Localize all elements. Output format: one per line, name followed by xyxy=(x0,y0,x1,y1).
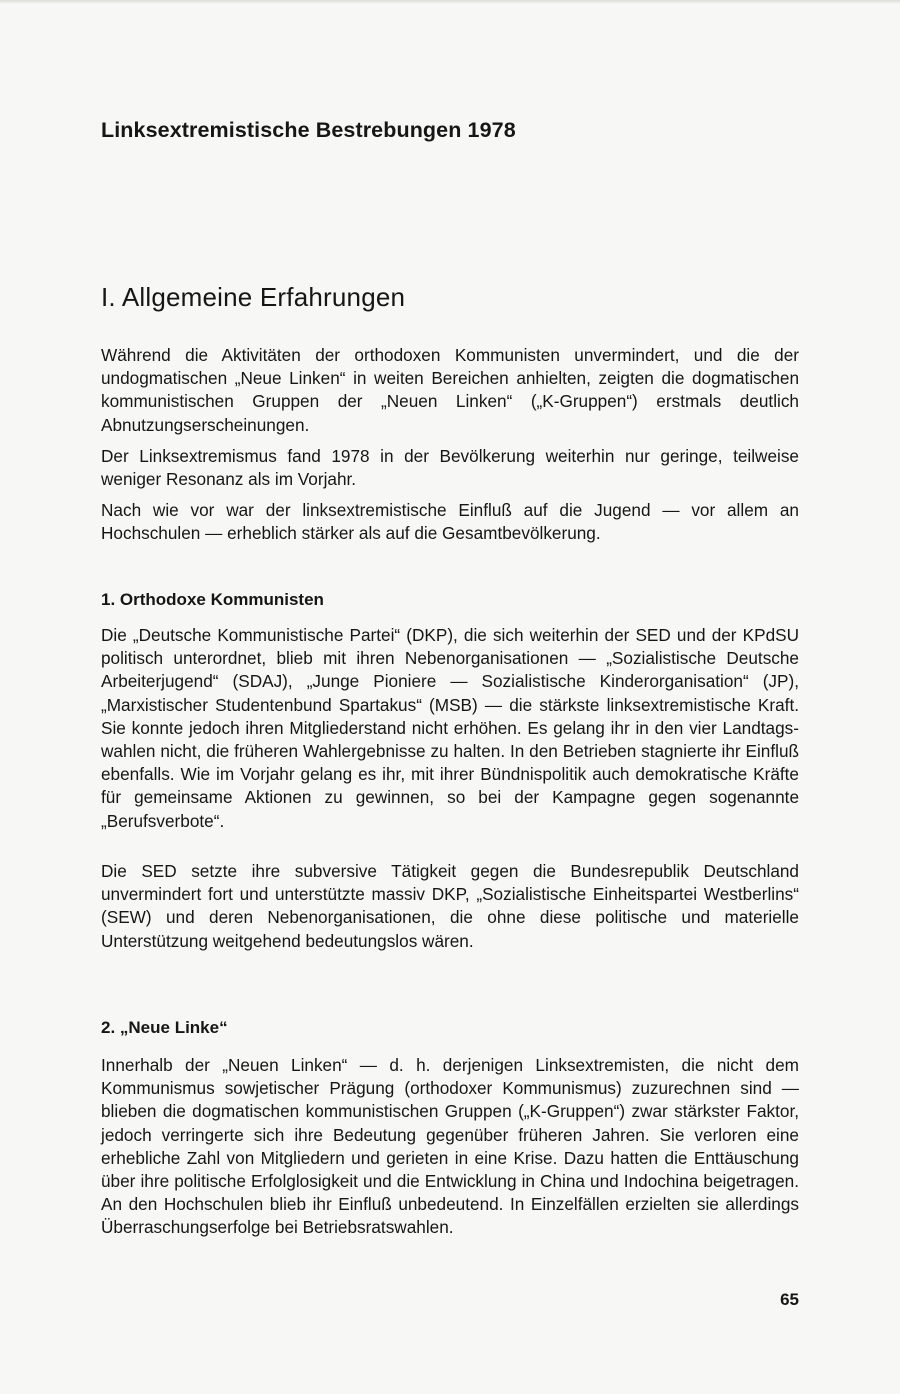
chapter-heading: I. Allgemeine Erfahrungen xyxy=(101,282,406,312)
section-heading-orthodox-communists: 1. Orthodoxe Kommunisten xyxy=(101,590,324,609)
paragraph-new-left: Innerhalb der „Neuen Linken“ — d. h. derjenigen Linksextremisten, die nicht dem Kommunismus sowjetischer Prägung (orthodoxer Kommunismus) zuzurechnen sind — blieben die dogmatischen kommunistischen Gruppen („K-Gruppen“) zwar stärkster Faktor, jedoch verringerte sich ihre Bedeutung gegenüber früheren Jahren. Sie verloren eine erhebliche Zahl von Mitgliedern und gerieten in eine Krise. Dazu hatten die Enttäuschung über ihre politische Erfolglosigkeit und die Entwicklung in China und Indochina beigetragen. An den Hochschulen blieb ihr Einfluß unbedeutend. In Einzelfällen erzielten sie allerdings Überraschungserfolge bei Betriebsratswahlen. xyxy=(101,1055,799,1238)
paragraph-intro-youth: Nach wie vor war der linksextremistische Einfluß auf die Jugend — vor allem an Hochschulen — erheblich stärker als auf die Gesamtbevölkerung. xyxy=(101,500,799,544)
scan-top-edge xyxy=(0,0,900,4)
page-title: Linksextremistische Bestrebungen 1978 xyxy=(101,118,516,142)
paragraph-dkp: Die „Deutsche Kommunistische Partei“ (DKP), die sich weiterhin der SED und der KPdSU politisch unterordnet, blieb mit ihren Nebenorganisationen — „Sozialistische Deutsche Arbeiterjugend“ (SDAJ), „Junge Pioniere — Sozialistische Kinderorganisation“ (JP), „Marxistischer Studentenbund Spartakus“ (MSB) — die stärkste linksextremistische Kraft. Sie konnte jedoch ihren Mitgliederstand nicht erhöhen. Es gelang ihr in den vier Landtagswahlen nicht, die früheren Wahlergebnisse zu halten. In den Betrieben stagnierte ihr Einfluß ebenfalls. Wie im Vorjahr gelang es ihr, mit ihrer Bündnispolitik auch demokratische Kräfte für gemeinsame Aktionen zu gewinnen, so bei der Kampagne gegen sogenannte „Berufsverbote“. xyxy=(101,625,799,831)
paragraph-intro-resonance: Der Linksextremismus fand 1978 in der Bevölkerung weiterhin nur geringe, teilweise weniger Resonanz als im Vorjahr. xyxy=(101,446,799,490)
page-number: 65 xyxy=(780,1290,799,1309)
section-heading-new-left: 2. „Neue Linke“ xyxy=(101,1018,228,1037)
paragraph-intro-activities: Während die Aktivitäten der orthodoxen Kommunisten unvermindert, und die der undogmatischen „Neue Linken“ in weiten Bereichen anhielten, zeigten die dogmatischen kommunistischen Gruppen der „Neuen Linken“ („K-Gruppen“) erstmals deutlich Abnutzungserscheinungen. xyxy=(101,345,799,435)
paragraph-sed: Die SED setzte ihre subversive Tätigkeit gegen die Bundesrepublik Deutschland unvermindert fort und unterstützte massiv DKP, „Sozialistische Einheitspartei Westberlins“ (SEW) und deren Nebenorganisationen, die ohne diese politische und materielle Unterstützung weitgehend bedeutungslos wären. xyxy=(101,861,799,951)
